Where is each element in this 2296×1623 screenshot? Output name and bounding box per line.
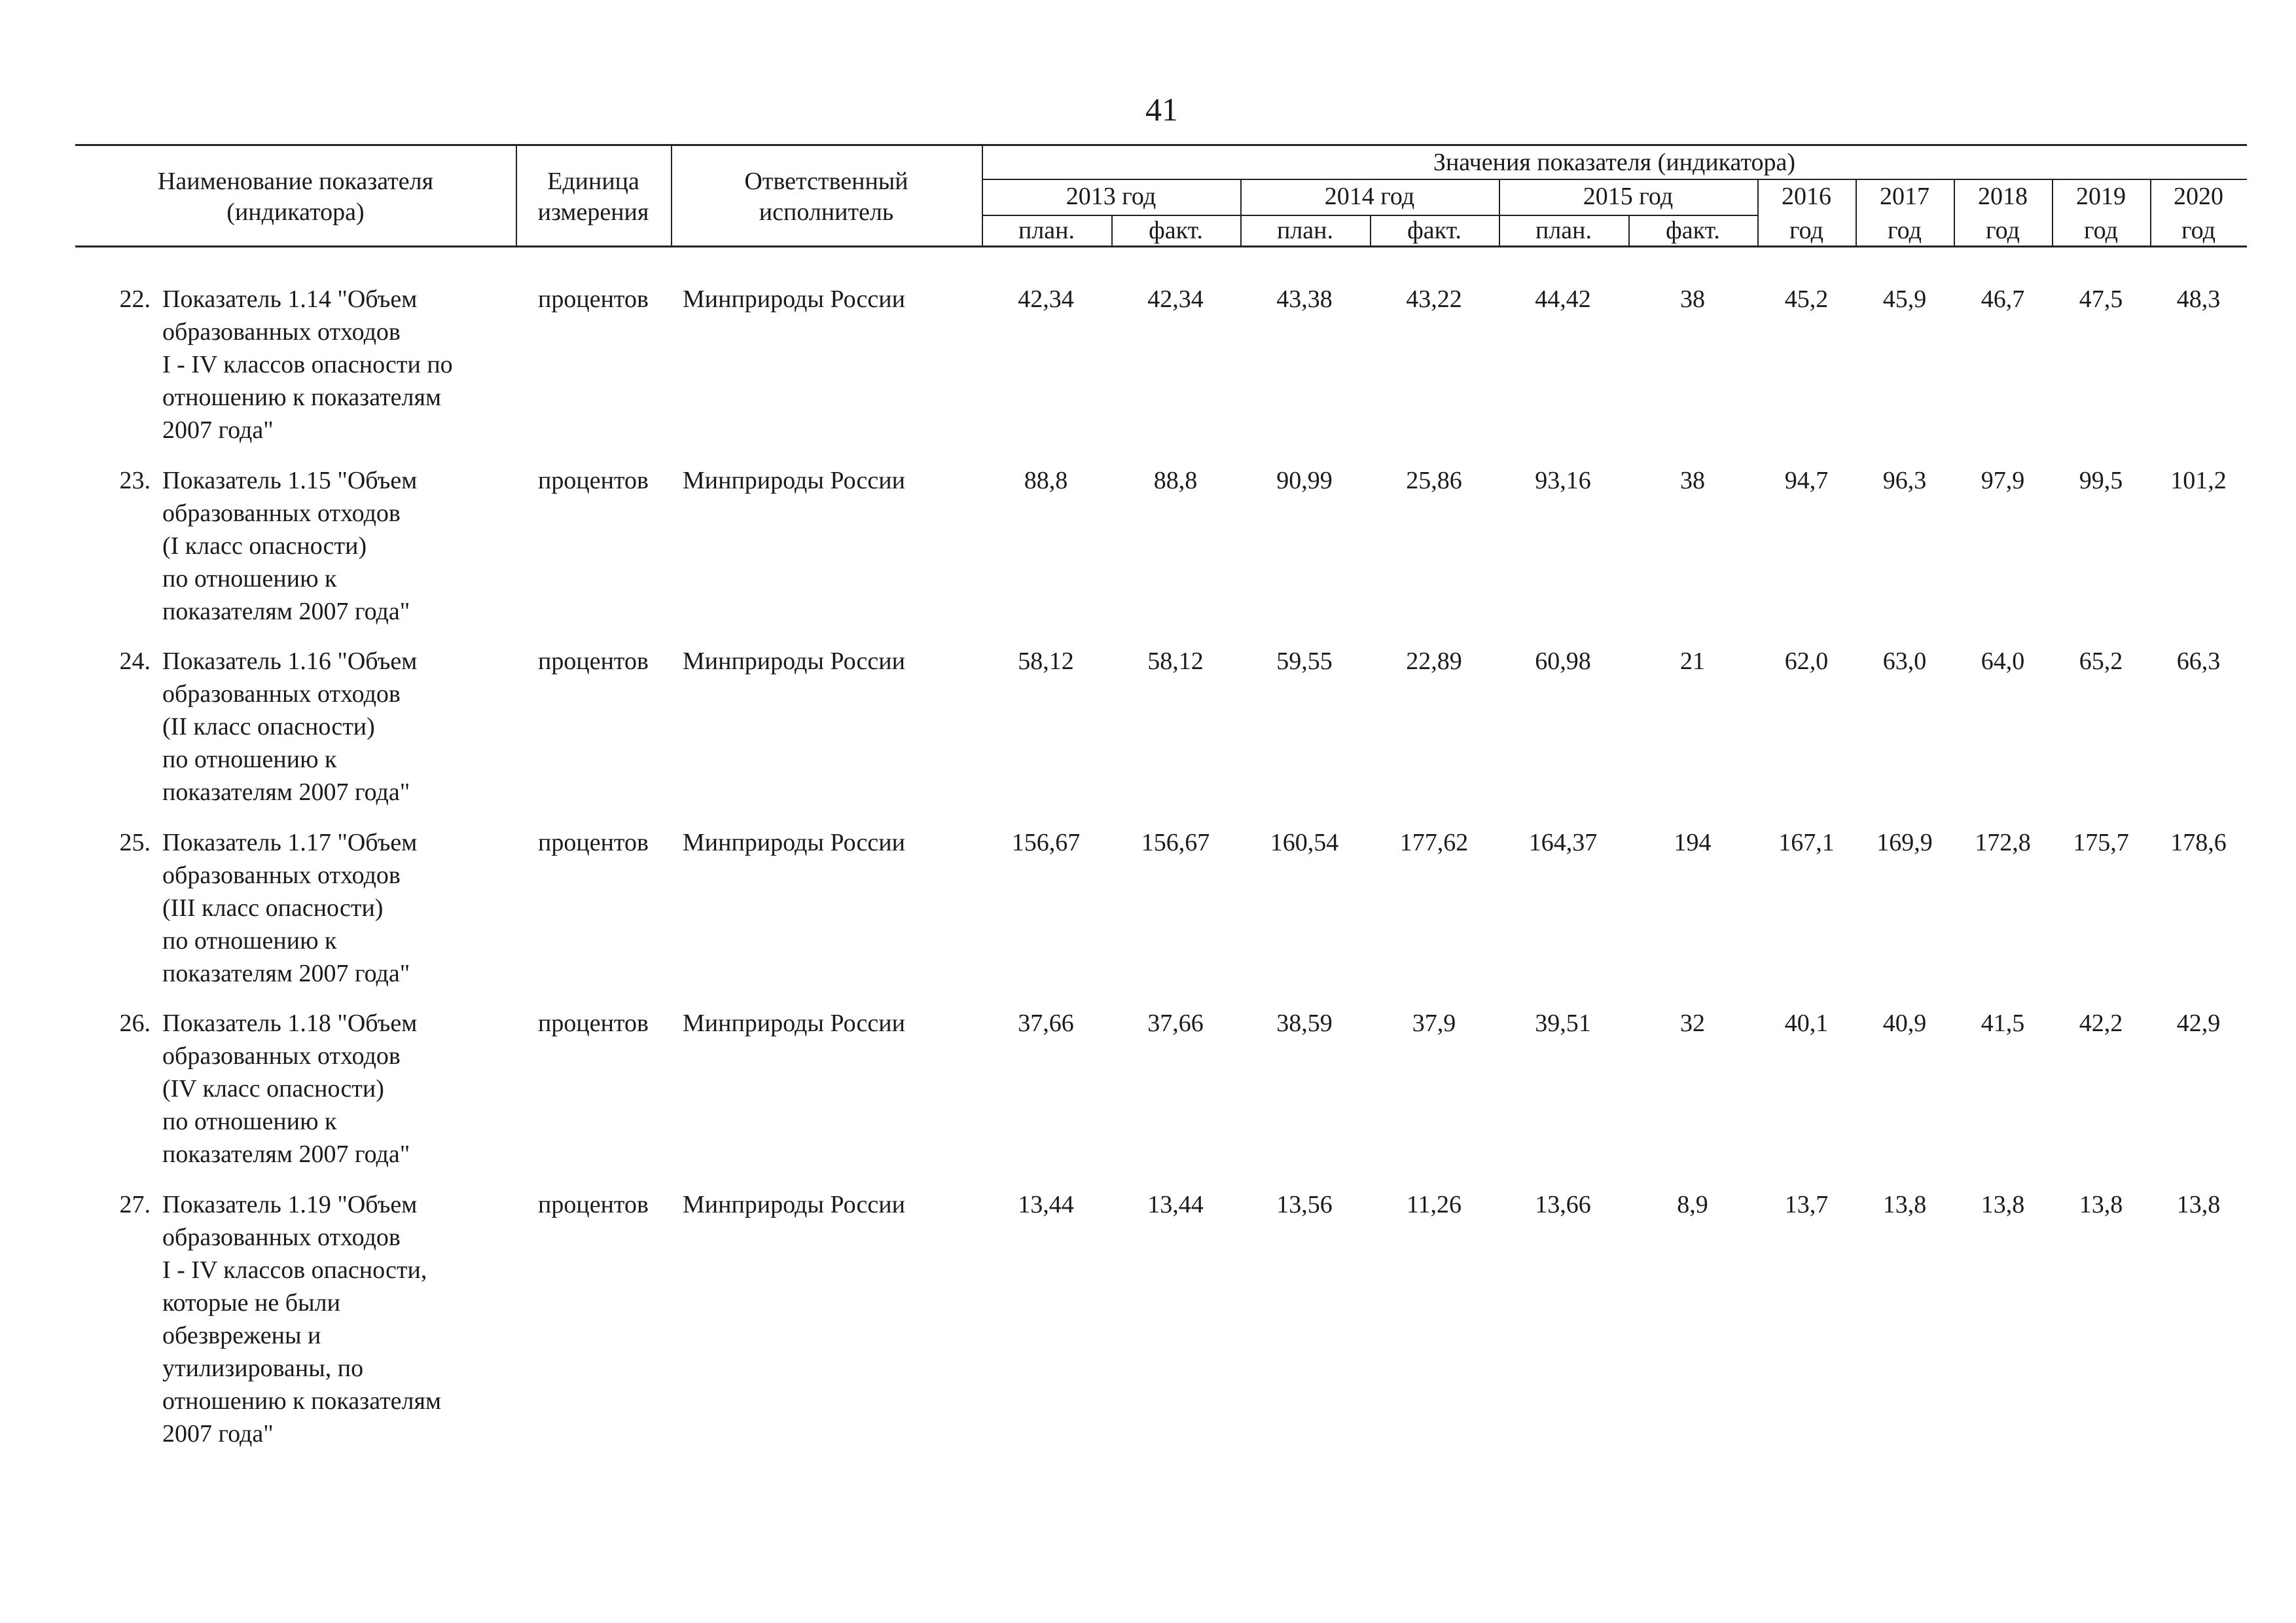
header-god: год — [1888, 217, 1922, 244]
value-cell: 45,9 — [1882, 285, 1927, 313]
value-cell: 42,2 — [2079, 1010, 2123, 1037]
unit-cell: процентов — [538, 1010, 649, 1037]
row-number: 26. — [119, 1010, 151, 1037]
value-cell: 58,12 — [1018, 647, 1074, 675]
indicator-name-line: обезврежены и — [162, 1322, 321, 1349]
indicator-name-line: образованных отходов — [162, 1042, 401, 1070]
header-year-2013: 2013 год — [1066, 183, 1157, 210]
value-cell: 46,7 — [1981, 285, 2025, 313]
value-cell: 66,3 — [2176, 647, 2221, 675]
value-cell: 88,8 — [1153, 467, 1198, 494]
row-number: 23. — [119, 467, 151, 494]
unit-cell: процентов — [538, 647, 649, 675]
indicator-name-line: показателям 2007 года" — [162, 778, 410, 806]
executor-cell: Минприроды России — [683, 285, 905, 313]
header-values-title: Значения показателя (индикатора) — [1433, 149, 1796, 176]
value-cell: 90,99 — [1276, 467, 1333, 494]
indicator-name-line: 2007 года" — [162, 416, 274, 444]
header-unit-line: Единица — [547, 168, 639, 195]
indicator-name-line: I - IV классов опасности, — [162, 1256, 427, 1284]
indicator-name-line: Показатель 1.14 "Объем — [162, 285, 418, 313]
indicator-name-line: отношению к показателям — [162, 384, 442, 411]
value-cell: 99,5 — [2079, 467, 2123, 494]
header-plan: план. — [1276, 217, 1333, 244]
value-cell: 94,7 — [1784, 467, 1829, 494]
value-cell: 13,44 — [1018, 1191, 1074, 1218]
value-cell: 48,3 — [2176, 285, 2221, 313]
value-cell: 13,8 — [2176, 1191, 2221, 1218]
indicator-name-line: Показатель 1.16 "Объем — [162, 647, 418, 675]
indicator-name-line: утилизированы, по — [162, 1355, 364, 1382]
header-god: год — [2181, 217, 2215, 244]
value-cell: 42,34 — [1018, 285, 1074, 313]
value-cell: 40,1 — [1784, 1010, 1829, 1037]
value-cell: 37,66 — [1147, 1010, 1204, 1037]
value-cell: 38 — [1680, 285, 1705, 313]
header-year-2018: 2018 — [1978, 183, 2028, 210]
header-values-rule — [982, 179, 2247, 180]
row-number: 22. — [119, 285, 151, 313]
value-cell: 88,8 — [1024, 467, 1068, 494]
header-plan: план. — [1018, 217, 1075, 244]
value-cell: 13,56 — [1276, 1191, 1333, 1218]
value-cell: 64,0 — [1981, 647, 2025, 675]
indicator-name-line: Показатель 1.15 "Объем — [162, 467, 418, 494]
indicator-name-line: по отношению к — [162, 565, 337, 593]
value-cell: 47,5 — [2079, 285, 2123, 313]
header-unit-line: измерения — [537, 198, 649, 226]
value-cell: 101,2 — [2170, 467, 2227, 494]
value-cell: 160,54 — [1270, 829, 1339, 856]
value-cell: 39,51 — [1535, 1010, 1591, 1037]
indicator-name-line: Показатель 1.18 "Объем — [162, 1010, 418, 1037]
value-cell: 169,9 — [1876, 829, 1933, 856]
row-number: 27. — [119, 1191, 151, 1218]
value-cell: 32 — [1680, 1010, 1705, 1037]
indicator-name-line: (III класс опасности) — [162, 894, 384, 922]
value-cell: 37,66 — [1018, 1010, 1074, 1037]
unit-cell: процентов — [538, 285, 649, 313]
value-cell: 13,8 — [2079, 1191, 2123, 1218]
executor-cell: Минприроды России — [683, 647, 905, 675]
value-cell: 13,7 — [1784, 1191, 1829, 1218]
header-god: год — [1986, 217, 2020, 244]
indicator-name-line: (IV класс опасности) — [162, 1075, 384, 1103]
unit-cell: процентов — [538, 1191, 649, 1218]
value-cell: 97,9 — [1981, 467, 2025, 494]
value-cell: 42,34 — [1147, 285, 1204, 313]
value-cell: 43,38 — [1276, 285, 1333, 313]
value-cell: 13,44 — [1147, 1191, 1204, 1218]
value-cell: 167,1 — [1778, 829, 1835, 856]
value-cell: 58,12 — [1147, 647, 1204, 675]
value-cell: 175,7 — [2073, 829, 2129, 856]
indicator-name-line: по отношению к — [162, 927, 337, 955]
executor-cell: Минприроды России — [683, 1010, 905, 1037]
value-cell: 177,62 — [1399, 829, 1469, 856]
indicator-name-line: образованных отходов — [162, 500, 401, 527]
header-bottom-rule — [75, 246, 2247, 247]
indicator-name-line: отношению к показателям — [162, 1387, 442, 1415]
indicator-name-line: которые не были — [162, 1289, 340, 1317]
value-cell: 43,22 — [1406, 285, 1462, 313]
indicator-name-line: показателям 2007 года" — [162, 598, 410, 625]
row-number: 25. — [119, 829, 151, 856]
header-fact: факт. — [1666, 217, 1720, 244]
value-cell: 42,9 — [2176, 1010, 2221, 1037]
indicator-name-line: 2007 года" — [162, 1420, 274, 1448]
value-cell: 178,6 — [2170, 829, 2227, 856]
value-cell: 38,59 — [1276, 1010, 1333, 1037]
header-year-2014: 2014 год — [1324, 183, 1415, 210]
indicator-name-line: (II класс опасности) — [162, 713, 375, 740]
value-cell: 156,67 — [1141, 829, 1210, 856]
value-cell: 41,5 — [1981, 1010, 2025, 1037]
header-year-2020: 2020 — [2174, 183, 2223, 210]
header-god: год — [1789, 217, 1823, 244]
header-fact: факт. — [1149, 217, 1203, 244]
value-cell: 38 — [1680, 467, 1705, 494]
header-name-line: (индикатора) — [226, 198, 365, 226]
header-god: год — [2084, 217, 2118, 244]
value-cell: 164,37 — [1528, 829, 1598, 856]
value-cell: 96,3 — [1882, 467, 1927, 494]
indicator-name-line: Показатель 1.19 "Объем — [162, 1191, 418, 1218]
value-cell: 172,8 — [1975, 829, 2031, 856]
value-cell: 65,2 — [2079, 647, 2123, 675]
value-cell: 8,9 — [1677, 1191, 1708, 1218]
value-cell: 60,98 — [1535, 647, 1591, 675]
value-cell: 37,9 — [1412, 1010, 1456, 1037]
header-top-rule — [75, 144, 2247, 146]
value-cell: 44,42 — [1535, 285, 1591, 313]
value-cell: 25,86 — [1406, 467, 1462, 494]
indicator-name-line: образованных отходов — [162, 862, 401, 889]
unit-cell: процентов — [538, 467, 649, 494]
header-year-2017: 2017 — [1880, 183, 1929, 210]
executor-cell: Минприроды России — [683, 1191, 905, 1218]
header-fact: факт. — [1407, 217, 1462, 244]
value-cell: 45,2 — [1784, 285, 1829, 313]
value-cell: 40,9 — [1882, 1010, 1927, 1037]
value-cell: 13,8 — [1981, 1191, 2025, 1218]
value-cell: 194 — [1674, 829, 1712, 856]
indicator-name-line: образованных отходов — [162, 318, 401, 346]
indicator-name-line: по отношению к — [162, 746, 337, 773]
value-cell: 93,16 — [1535, 467, 1591, 494]
header-name-line: Наименование показателя — [157, 168, 434, 195]
value-cell: 59,55 — [1276, 647, 1333, 675]
value-cell: 22,89 — [1406, 647, 1462, 675]
indicator-name-line: Показатель 1.17 "Объем — [162, 829, 418, 856]
page-number: 41 — [1145, 91, 1178, 128]
indicator-name-line: образованных отходов — [162, 680, 401, 708]
executor-cell: Минприроды России — [683, 829, 905, 856]
value-cell: 13,8 — [1882, 1191, 1927, 1218]
value-cell: 63,0 — [1882, 647, 1927, 675]
header-year-2019: 2019 — [2076, 183, 2126, 210]
value-cell: 62,0 — [1784, 647, 1829, 675]
header-executor-line: исполнитель — [759, 198, 894, 226]
value-cell: 156,67 — [1011, 829, 1081, 856]
unit-cell: процентов — [538, 829, 649, 856]
indicator-name-line: I - IV классов опасности по — [162, 351, 453, 378]
value-cell: 21 — [1680, 647, 1705, 675]
header-executor-line: Ответственный — [744, 168, 908, 195]
header-year-2016: 2016 — [1782, 183, 1831, 210]
indicator-name-line: образованных отходов — [162, 1224, 401, 1251]
indicator-name-line: по отношению к — [162, 1108, 337, 1135]
header-year-2015: 2015 год — [1583, 183, 1674, 210]
value-cell: 13,66 — [1535, 1191, 1591, 1218]
row-number: 24. — [119, 647, 151, 675]
indicator-name-line: показателям 2007 года" — [162, 1140, 410, 1168]
indicator-name-line: показателям 2007 года" — [162, 960, 410, 987]
executor-cell: Минприроды России — [683, 467, 905, 494]
indicator-name-line: (I класс опасности) — [162, 532, 367, 560]
value-cell: 11,26 — [1406, 1191, 1462, 1218]
header-plan: план. — [1535, 217, 1592, 244]
